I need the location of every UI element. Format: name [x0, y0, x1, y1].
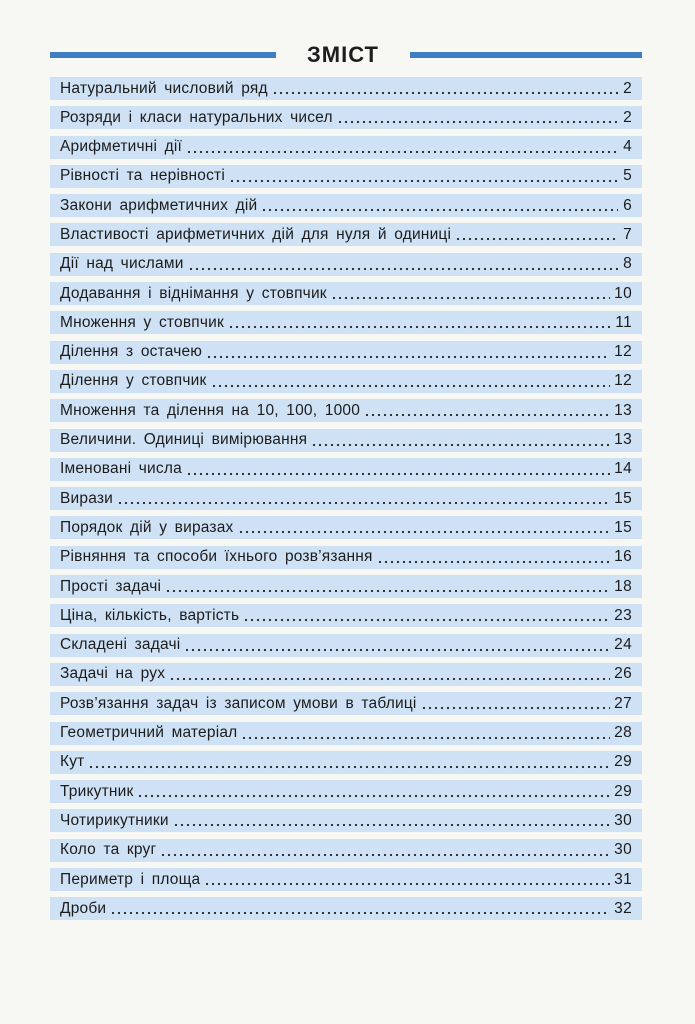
toc-entry-title: Дії над числами — [60, 255, 184, 273]
toc-entry-page-number: 14 — [614, 460, 632, 478]
toc-entry-title: Іменовані числа — [60, 460, 182, 478]
toc-entry[interactable] — [50, 634, 642, 657]
toc-entry[interactable] — [50, 487, 642, 510]
dot-leader — [455, 237, 618, 241]
toc-entry-page-number: 4 — [623, 138, 632, 156]
toc-entry-title: Множення у стовпчик — [60, 313, 225, 331]
dot-leader — [188, 267, 618, 271]
toc-entry[interactable] — [50, 399, 642, 422]
toc-entry[interactable] — [50, 341, 642, 364]
toc-entry-title: Геометричний матеріал — [60, 724, 238, 742]
toc-entry-page-number: 15 — [614, 489, 632, 507]
dot-leader — [186, 472, 610, 476]
toc-entry-title: Розряди і класи натуральних чисел — [60, 108, 333, 126]
toc-entry-title: Складені задачі — [60, 636, 181, 654]
dot-leader — [311, 443, 610, 447]
toc-header — [50, 38, 642, 72]
toc-entry-title: Величини. Одиниці вимірювання — [60, 431, 308, 449]
toc-entry[interactable] — [50, 77, 642, 100]
toc-entry[interactable] — [50, 223, 642, 246]
toc-entry-page-number: 29 — [614, 753, 632, 771]
toc-entry-title: Рівності та нерівності — [60, 167, 225, 185]
toc-entry-title: Ділення з остачею — [60, 343, 203, 361]
toc-entry[interactable] — [50, 780, 642, 803]
toc-entry-title: Ділення у стовпчик — [60, 372, 207, 390]
toc-entry[interactable] — [50, 253, 642, 276]
toc-entry-page-number: 6 — [623, 196, 632, 214]
toc-entry-title: Дроби — [60, 899, 107, 917]
toc-entry-page-number: 16 — [614, 548, 632, 566]
dot-leader — [206, 355, 610, 359]
toc-entry-title: Трикутник — [60, 782, 134, 800]
toc-entry-page-number: 5 — [623, 167, 632, 185]
toc-entry-page-number: 12 — [614, 343, 632, 361]
toc-entry-page-number: 15 — [614, 518, 632, 536]
toc-entry-page-number: 32 — [614, 899, 632, 917]
dot-leader — [229, 179, 618, 183]
toc-entry[interactable] — [50, 575, 642, 598]
toc-entry-page-number: 31 — [614, 870, 632, 888]
dot-leader — [421, 706, 611, 710]
dot-leader — [117, 501, 610, 505]
toc-entry-title: Вирази — [60, 489, 114, 507]
toc-entry-title: Кут — [60, 753, 85, 771]
toc-entry-title: Рівняння та способи їхнього розв’язання — [60, 548, 373, 566]
toc-entry-title: Коло та круг — [60, 841, 157, 859]
table-of-contents — [50, 77, 642, 927]
toc-entry-title: Задачі на рух — [60, 665, 166, 683]
toc-entry-title: Чотирикутники — [60, 811, 169, 829]
toc-entry-page-number: 10 — [614, 284, 632, 302]
toc-entry-page-number: 26 — [614, 665, 632, 683]
toc-entry-title: Закони арифметичних дій — [60, 196, 258, 214]
toc-entry-title: Властивості арифметичних дій для нуля й одиниці — [60, 225, 452, 243]
toc-entry[interactable] — [50, 897, 642, 920]
dot-leader — [110, 911, 610, 915]
toc-entry[interactable] — [50, 868, 642, 891]
toc-entry[interactable] — [50, 839, 642, 862]
dot-leader — [364, 413, 610, 417]
toc-entry-page-number: 7 — [623, 225, 632, 243]
dot-leader — [204, 882, 610, 886]
toc-entry-page-number: 27 — [614, 694, 632, 712]
toc-entry-title: Додавання і віднімання у стовпчик — [60, 284, 327, 302]
toc-entry[interactable] — [50, 722, 642, 745]
toc-entry[interactable] — [50, 165, 642, 188]
toc-entry[interactable] — [50, 429, 642, 452]
dot-leader — [377, 560, 611, 564]
dot-leader — [165, 589, 610, 593]
toc-entry-page-number: 29 — [614, 782, 632, 800]
toc-entry-title: Ціна, кількість, вартість — [60, 606, 240, 624]
dot-leader — [184, 648, 610, 652]
toc-entry-title: Прості задачі — [60, 577, 162, 595]
toc-entry-page-number: 30 — [614, 811, 632, 829]
dot-leader — [238, 530, 611, 534]
toc-entry-page-number: 2 — [623, 108, 632, 126]
toc-entry-title: Множення та ділення на 10, 100, 1000 — [60, 401, 361, 419]
dot-leader — [228, 325, 611, 329]
toc-entry[interactable] — [50, 604, 642, 627]
toc-entry[interactable] — [50, 458, 642, 481]
dot-leader — [272, 91, 618, 95]
header-rule-left — [50, 52, 276, 58]
toc-entry[interactable] — [50, 136, 642, 159]
toc-entry-page-number: 8 — [623, 255, 632, 273]
toc-entry[interactable] — [50, 751, 642, 774]
dot-leader — [137, 794, 610, 798]
toc-entry-title: Натуральний числовий ряд — [60, 79, 268, 97]
toc-entry[interactable] — [50, 311, 642, 334]
toc-entry[interactable] — [50, 692, 642, 715]
dot-leader — [186, 150, 618, 154]
toc-entry[interactable] — [50, 546, 642, 569]
dot-leader — [331, 296, 610, 300]
header-rule-right — [410, 52, 642, 58]
dot-leader — [88, 765, 610, 769]
toc-entry-page-number: 13 — [614, 401, 632, 419]
page-title: ЗМІСТ — [307, 42, 379, 67]
toc-entry-page-number: 28 — [614, 724, 632, 742]
toc-entry[interactable] — [50, 106, 642, 129]
toc-entry-page-number: 24 — [614, 636, 632, 654]
toc-entry[interactable] — [50, 370, 642, 393]
toc-entry-page-number: 23 — [614, 606, 632, 624]
toc-entry-page-number: 11 — [615, 313, 632, 331]
toc-entry-page-number: 2 — [623, 79, 632, 97]
dot-leader — [241, 736, 610, 740]
toc-entry[interactable] — [50, 194, 642, 217]
toc-entry-title: Порядок дій у виразах — [60, 518, 234, 536]
toc-entry-page-number: 13 — [614, 431, 632, 449]
dot-leader — [173, 823, 610, 827]
toc-entry-title: Арифметичні дії — [60, 138, 183, 156]
dot-leader — [243, 618, 610, 622]
toc-entry-page-number: 30 — [614, 841, 632, 859]
dot-leader — [169, 677, 610, 681]
toc-entry-title: Розв’язання задач із записом умови в таблиці — [60, 694, 417, 712]
dot-leader — [337, 120, 618, 124]
dot-leader — [160, 853, 610, 857]
dot-leader — [211, 384, 611, 388]
toc-entry-title: Периметр і площа — [60, 870, 201, 888]
toc-entry[interactable] — [50, 663, 642, 686]
toc-entry[interactable] — [50, 282, 642, 305]
toc-entry[interactable] — [50, 809, 642, 832]
toc-entry-page-number: 12 — [614, 372, 632, 390]
toc-entry-page-number: 18 — [614, 577, 632, 595]
toc-entry[interactable] — [50, 516, 642, 539]
dot-leader — [261, 208, 618, 212]
